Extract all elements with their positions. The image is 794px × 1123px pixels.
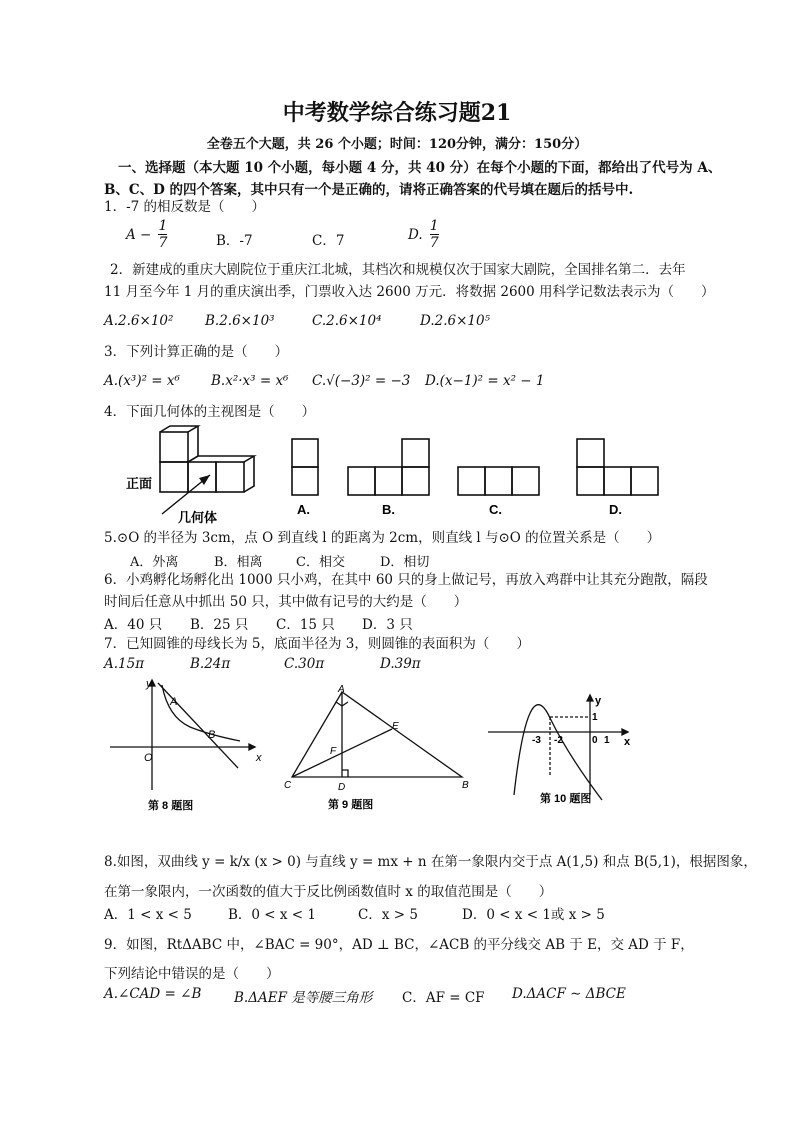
q4-option-c: C. <box>489 502 502 517</box>
section-heading-line2: B、C、D 的四个答案，其中只有一个是正确的，请将正确答案的代号填在题后的括号中. <box>104 182 634 198</box>
q2-option-a: A.2.6×10² <box>104 313 174 329</box>
q1-d-den: 7 <box>429 235 439 251</box>
fig10-caption: 第 10 题图 <box>540 793 592 805</box>
q8-option-d: D．0 < x < 1或 x > 5 <box>462 907 605 923</box>
q7-option-a: A.15π <box>104 656 145 672</box>
q9-line2: 下列结论中错误的是（ ） <box>104 966 280 982</box>
q7-option-d: D.39π <box>380 656 421 672</box>
q9-line1: 9．如图，RtΔABC 中，∠BAC = 90°，AD ⊥ BC，∠ACB 的平分线交 AB 于 E，交 AD 于 F， <box>104 937 694 953</box>
fig8-label-b: B <box>208 729 216 741</box>
q4-option-d-figure <box>576 438 661 518</box>
q9-option-a: A.∠CAD = ∠B <box>104 986 202 1002</box>
q8-option-c: C．x > 5 <box>358 907 418 923</box>
q1-option-a <box>126 218 169 251</box>
q4-option-a: A. <box>297 502 310 517</box>
q8-option-b: B．0 < x < 1 <box>228 907 317 923</box>
q2-option-d: D.2.6×10⁵ <box>420 313 491 329</box>
q6-option-b: B．25 只 <box>190 617 249 633</box>
q8-line2: 在第一象限内，一次函数的值大于反比例函数值时 x 的取值范围是（ ） <box>104 884 553 900</box>
exam-info: 全卷五个大题，共 26 个小题；时间：120分钟，满分：150分） <box>206 137 588 152</box>
q1-a-fraction <box>158 218 167 251</box>
q7-option-b: B.24π <box>190 656 231 672</box>
q7-option-c: C.30π <box>284 656 325 672</box>
q4-option-a-figure <box>291 438 321 518</box>
figure-10 <box>488 690 638 810</box>
fig9-label-b: B <box>462 780 469 791</box>
q3-option-a: A.(x³)² = x⁶ <box>104 373 180 389</box>
q8-option-a: A．1 < x < 5 <box>104 907 192 923</box>
q1-d-fraction <box>430 218 439 251</box>
figure-9 <box>280 684 480 814</box>
q4-stem: 4．下面几何体的主视图是（ ） <box>104 404 316 420</box>
q7-stem: 7．已知圆锥的母线长为 5，底面半径为 3，则圆锥的表面积为（ ） <box>104 636 530 652</box>
figure-8 <box>110 675 270 815</box>
q4-option-b-figure <box>347 438 432 518</box>
q4-solid-label: 几何体 <box>178 510 218 525</box>
q5-option-a: A．外离 <box>130 555 179 570</box>
q4-option-d: D. <box>609 502 622 517</box>
q1-option-d <box>408 218 441 251</box>
fig10-label-one-x: 1 <box>604 735 610 746</box>
fig9-label-f: F <box>330 746 337 757</box>
q1-option-c: C．7 <box>312 233 345 249</box>
q3-option-b: B.x²·x³ = x⁶ <box>211 373 289 389</box>
fig9-label-e: E <box>392 721 399 732</box>
q4-solid-figure <box>120 430 270 525</box>
fig8-label-o: O <box>144 752 153 764</box>
q9-option-c: C．AF = CF <box>402 990 485 1006</box>
fig8-label-y: y <box>146 678 152 690</box>
q5-option-d: D．相切 <box>380 555 430 570</box>
q9-option-b: B.ΔAEF 是等腰三角形 <box>234 990 373 1006</box>
q6-line2: 时间后任意从中抓出 50 只，其中做有记号的大约是（ ） <box>104 594 468 610</box>
q3-option-d: D.(x−1)² = x² − 1 <box>425 373 545 389</box>
fig8-label-x: x <box>256 752 262 764</box>
q2-line2: 11 月至今年 1 月的重庆演出季，门票收入达 2600 万元．将数据 2600 用科学记数法表示为（ ） <box>104 284 715 300</box>
q1-a-prefix: A − <box>126 227 152 243</box>
q9-option-d: D.ΔACF ∼ ΔBCE <box>512 986 626 1002</box>
fig10-label-neg2: -2 <box>554 735 563 746</box>
fig9-label-d: D <box>338 782 346 793</box>
page-title: 中考数学综合练习题21 <box>282 100 512 126</box>
q4-front-label: 正面 <box>126 476 153 491</box>
q1-option-b: B．-7 <box>216 233 253 249</box>
q6-option-d: D．3 只 <box>362 617 413 633</box>
fig10-label-x: x <box>624 736 631 748</box>
q1-a-den: 7 <box>158 235 168 251</box>
fig9-label-a: A <box>338 684 345 695</box>
q3-stem: 3．下列计算正确的是（ ） <box>104 344 289 360</box>
fig9-caption: 第 9 题图 <box>328 799 374 811</box>
q5-option-b: B．相离 <box>214 555 263 570</box>
section-heading-line1: 一、选择题（本大题 10 个小题，每小题 4 分，共 40 分）在每个小题的下面，都给出了代号为 A、 <box>118 160 722 176</box>
q8-line1: 8.如图，双曲线 y = k/x (x > 0) 与直线 y = mx + n 在第一象限内交于点 A(1,5) 和点 B(5,1)，根据图象， <box>104 854 757 870</box>
fig8-label-a: A <box>170 696 178 708</box>
q2-option-b: B.2.6×10³ <box>205 313 275 329</box>
fig10-label-neg3: -3 <box>532 735 541 746</box>
q6-option-a: A．40 只 <box>104 617 163 633</box>
fig10-label-y: y <box>595 695 602 707</box>
q5-stem: 5.⊙O 的半径为 3cm，点 O 到直线 l 的距离为 2cm，则直线 l 与⊙O 的位置关系是（ ） <box>104 530 661 546</box>
fig8-caption: 第 8 题图 <box>148 800 194 812</box>
fig10-label-zero: 0 <box>592 735 598 746</box>
q1-d-num: 1 <box>429 218 439 234</box>
q1-stem: 1．-7 的相反数是（ ） <box>104 199 266 215</box>
q2-option-c: C.2.6×10⁴ <box>312 313 382 329</box>
q4-option-c-figure <box>457 438 542 518</box>
q6-option-c: C．15 只 <box>276 617 335 633</box>
fig9-label-c: C <box>284 780 292 791</box>
q4-option-b: B. <box>382 502 395 517</box>
q5-option-c: C．相交 <box>296 555 345 570</box>
fig10-label-one-y: 1 <box>592 712 598 723</box>
q1-d-prefix: D. <box>408 227 423 243</box>
q1-a-num: 1 <box>158 218 168 234</box>
q3-option-c: C.√(−3)² = −3 <box>312 373 411 389</box>
q6-line1: 6．小鸡孵化场孵化出 1000 只小鸡，在其中 60 只的身上做记号，再放入鸡群中让其充分跑散，隔段 <box>104 572 708 588</box>
q2-line1: 2．新建成的重庆大剧院位于重庆江北城，其档次和规模仅次于国家大剧院，全国排名第二．去年 <box>110 262 686 278</box>
